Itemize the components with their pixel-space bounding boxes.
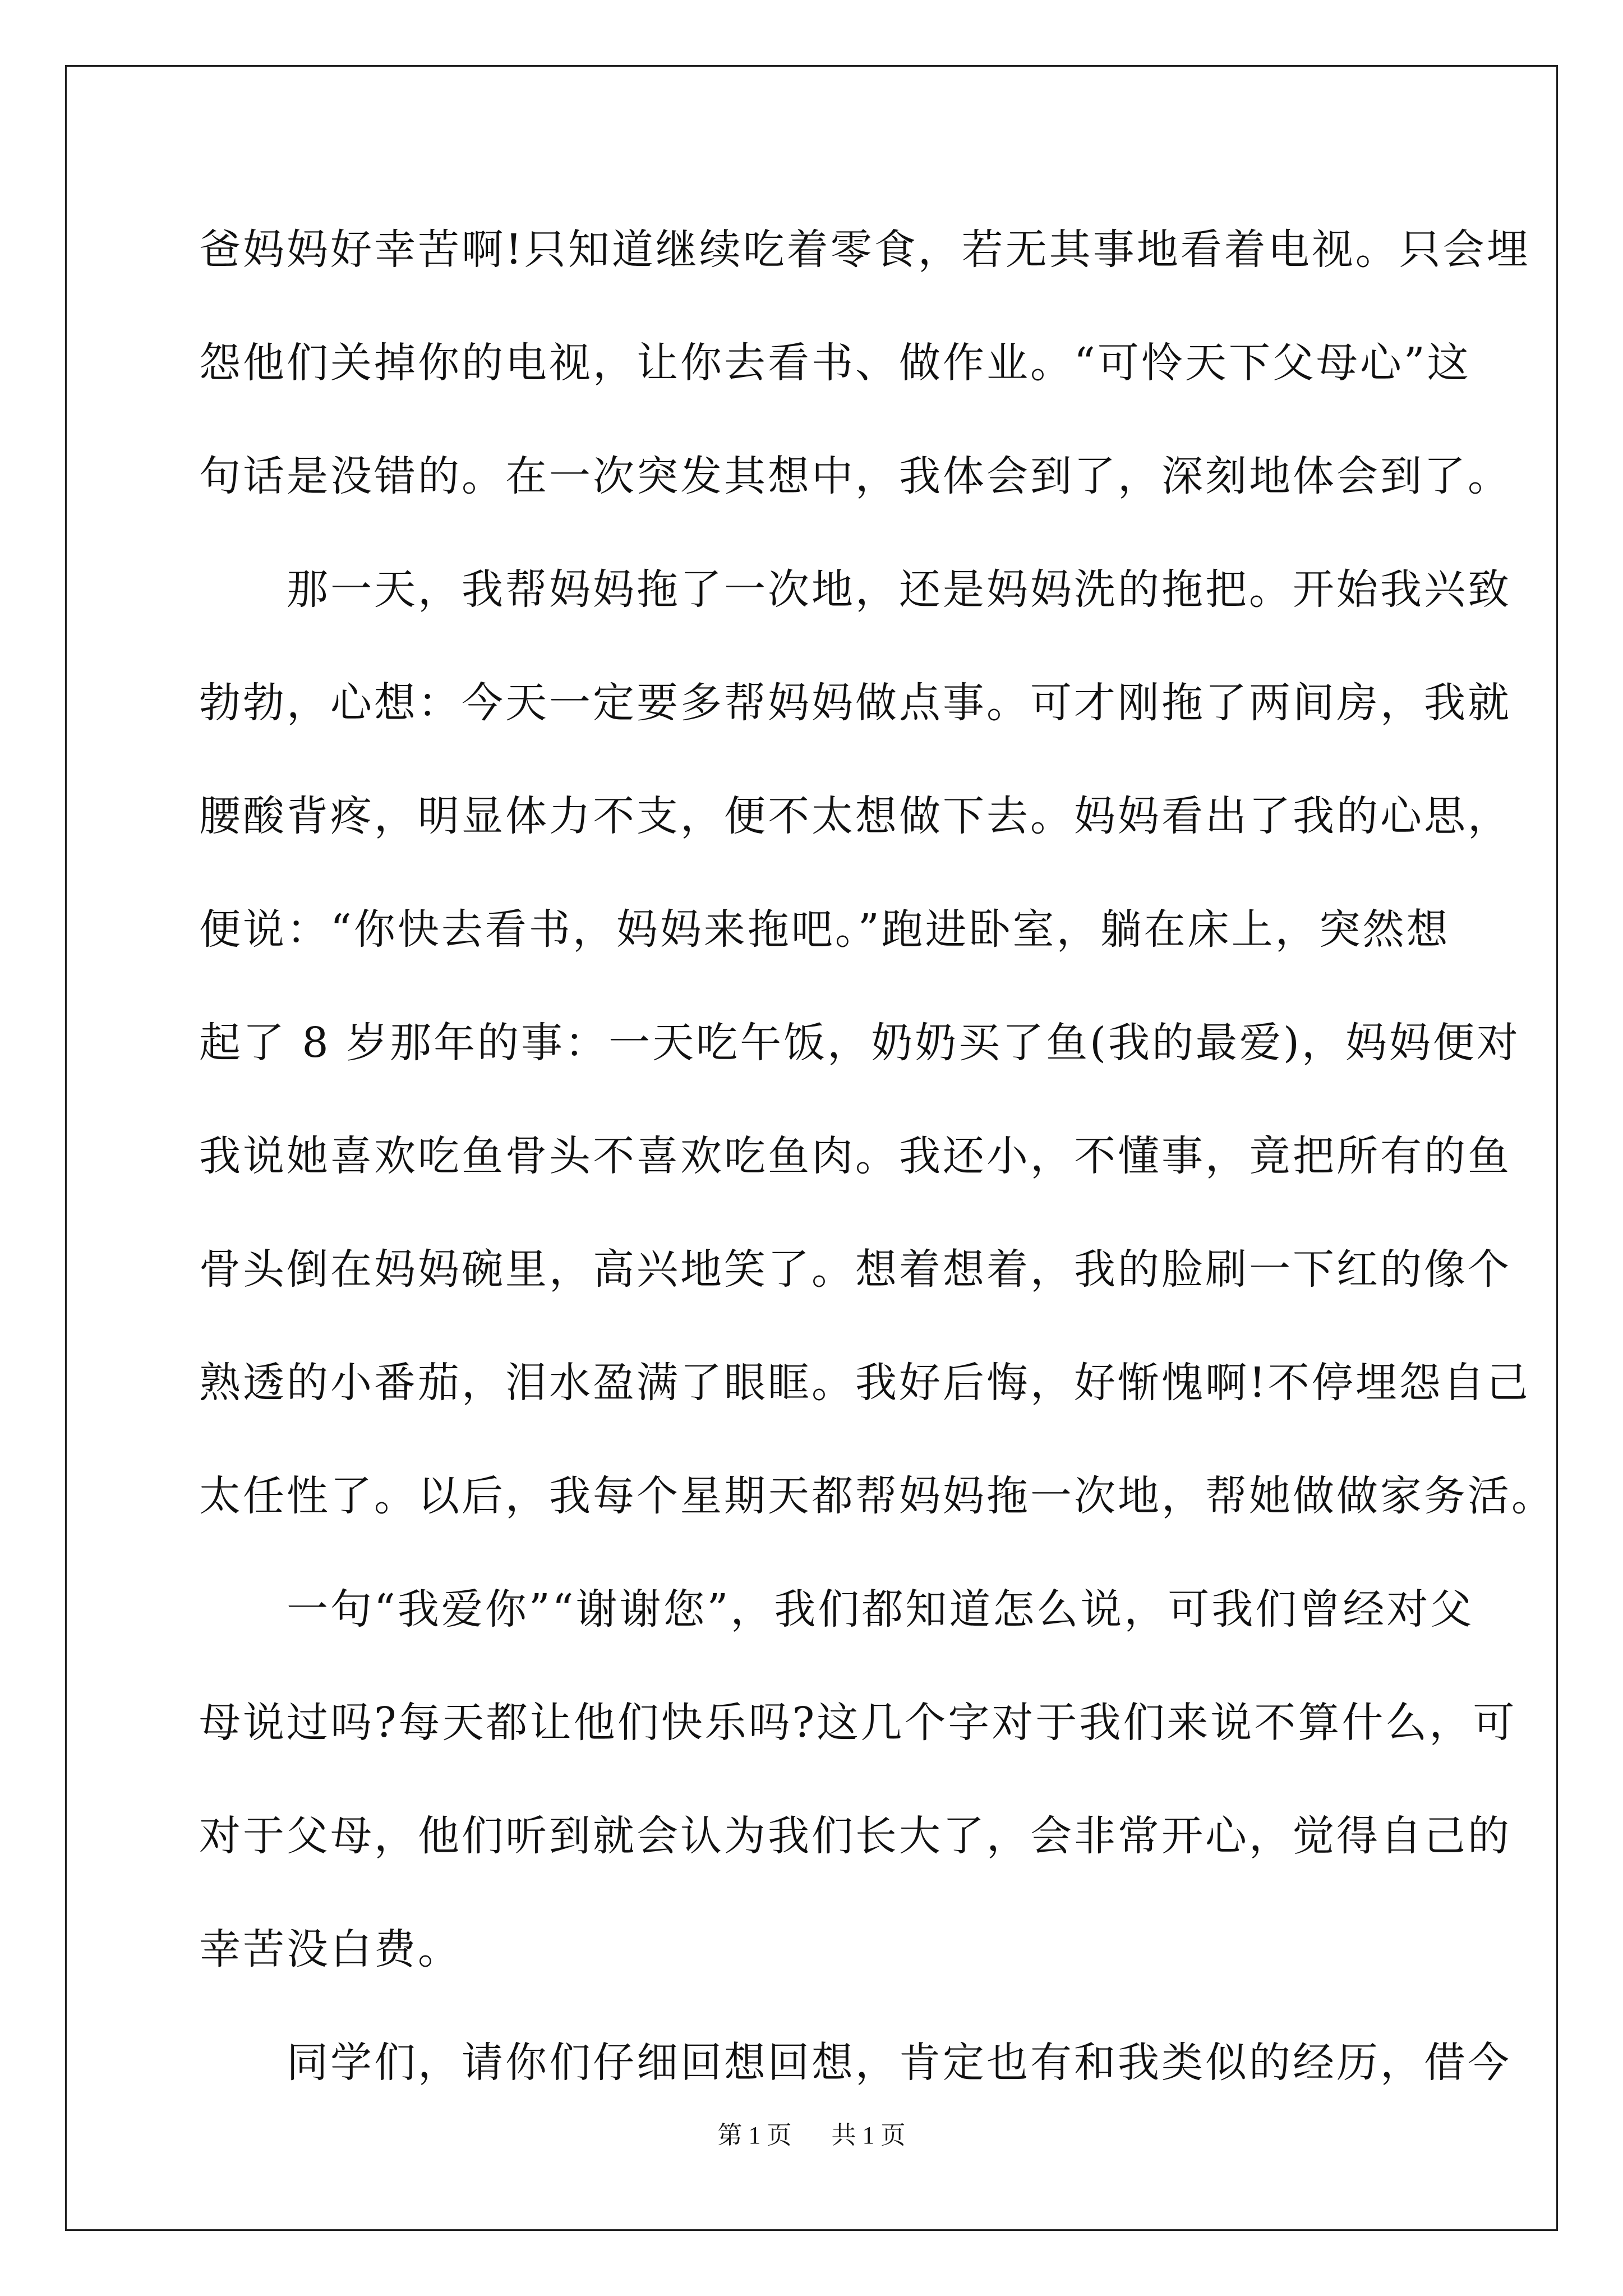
text-line: 便说：“你快去看书，妈妈来拖吧。”跑进卧室，躺在床上，突然想 [199,905,1450,954]
page-total: 共 1 页 [831,2122,906,2149]
text-line: 爸妈妈好幸苦啊!只知道继续吃着零食，若无其事地看着电视。只会埋 [199,226,1530,274]
text-line: 对于父母，他们听到就会认为我们长大了，会非常开心，觉得自己的 [199,1812,1511,1860]
text-line: 幸苦没白费。 [199,1925,462,1973]
text-line: 勃勃，心想：今天一定要多帮妈妈做点事。可才刚拖了两间房，我就 [199,679,1511,727]
text-line: 那一天，我帮妈妈拖了一次地，还是妈妈洗的拖把。开始我兴致 [199,565,1511,614]
text-line: 怨他们关掉你的电视，让你去看书、做作业。“可怜天下父母心”这 [199,339,1471,387]
text-line: 起了 8 岁那年的事：一天吃午饭，奶奶买了鱼(我的最爱)，妈妈便对 [199,1019,1520,1067]
text-line: 我说她喜欢吃鱼骨头不喜欢吃鱼肉。我还小，不懂事，竟把所有的鱼 [199,1132,1511,1180]
text-line: 母说过吗?每天都让他们快乐吗?这几个字对于我们来说不算什么，可 [199,1699,1517,1747]
text-line: 熟透的小番茄，泪水盈满了眼眶。我好后悔，好惭愧啊!不停埋怨自己 [199,1359,1530,1407]
text-line: 太任性了。以后，我每个星期天都帮妈妈拖一次地，帮她做做家务活。 [199,1472,1555,1520]
text-line: 腰酸背疼，明显体力不支，便不太想做下去。妈妈看出了我的心思， [199,792,1511,840]
page-number: 第 1 页 [717,2122,792,2149]
text-line: 句话是没错的。在一次突发其想中，我体会到了，深刻地体会到了。 [199,452,1511,500]
text-line: 骨头倒在妈妈碗里，高兴地笑了。想着想着，我的脸刷一下红的像个 [199,1245,1511,1294]
text-line: 一句“我爱你”“谢谢您”，我们都知道怎么说，可我们曾经对父 [199,1585,1474,1634]
document-body [199,216,1555,2142]
page-footer [0,2115,1623,2151]
text-line: 同学们，请你们仔细回想回想，肯定也有和我类似的经历，借今 [199,2039,1511,2087]
